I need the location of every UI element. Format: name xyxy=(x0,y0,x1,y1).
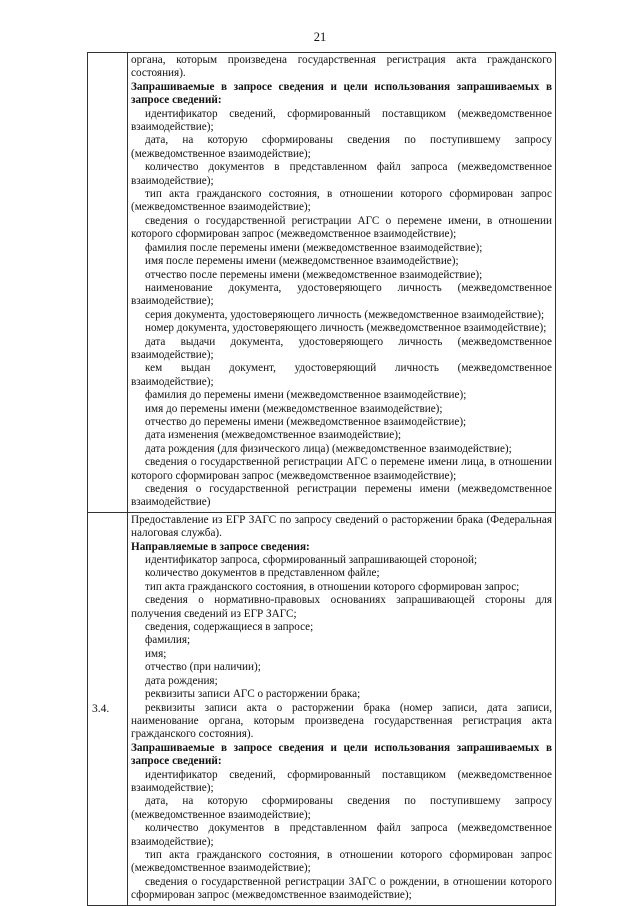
paragraph: тип акта гражданского состояния, в отношении которого сформирован запрос (межведомственное взаимодействие); xyxy=(131,848,552,875)
paragraph: имя; xyxy=(145,647,167,660)
paragraph: Предоставление из ЕГР ЗАГС по запросу сведений о расторжении брака (Федеральная налоговая служба). xyxy=(131,513,552,540)
requirements-table xyxy=(87,52,556,906)
paragraph: фамилия после перемены имени (межведомственное взаимодействие); xyxy=(145,241,483,254)
paragraph: фамилия; xyxy=(145,634,191,647)
row-number-cell xyxy=(88,53,128,513)
row-number-cell: 3.4. xyxy=(88,512,128,905)
paragraph: тип акта гражданского состояния, в отношении которого сформирован запрос; xyxy=(145,580,520,593)
paragraph: отчество (при наличии); xyxy=(145,661,261,674)
paragraph: сведения о государственной регистрации АГС о перемене имени лица, в отношении которого сформирован запрос (межведомственное взаимодействие); xyxy=(131,456,552,482)
row-content-cell xyxy=(128,53,556,513)
paragraph: наименование документа, удостоверяющего личность (межведомственное взаимодействие); xyxy=(131,281,552,308)
paragraph: количество документов в представленном файл запроса (межведомственное взаимодействие); xyxy=(131,822,552,848)
paragraph: органа, которым произведена государственная регистрация акта гражданского состояния). xyxy=(131,54,552,80)
table-row xyxy=(88,512,556,905)
paragraph: сведения о государственной регистрации АГС о перемене имени, в отношении которого сформирован запрос (межведомственное взаимодействие); xyxy=(131,214,552,241)
section-prev-content xyxy=(128,53,555,512)
paragraph: кем выдан документ, удостоверяющий личность (межведомственное взаимодействие); xyxy=(131,362,552,388)
paragraph: фамилия до перемены имени (межведомственное взаимодействие); xyxy=(145,389,467,402)
paragraph: отчество до перемены имени (межведомственное взаимодействие); xyxy=(145,415,467,428)
row-content-cell xyxy=(128,512,556,905)
paragraph: сведения о государственной регистрации ЗАГС о рождении, в отношении которого сформирован запрос (межведомственное взаимодействие); xyxy=(131,875,552,902)
paragraph: тип акта гражданского состояния, в отношении которого сформирован запрос (межведомственное взаимодействие); xyxy=(131,188,552,214)
paragraph: серия документа, удостоверяющего личность (межведомственное взаимодействие); xyxy=(145,308,545,321)
paragraph: количество документов в представленном файле; xyxy=(145,567,380,580)
paragraph: имя после перемены имени (межведомственное взаимодействие); xyxy=(145,255,459,268)
paragraph: имя до перемены имени (межведомственное взаимодействие); xyxy=(145,402,443,415)
paragraph: идентификатор сведений, сформированный поставщиком (межведомственное взаимодействие); xyxy=(131,107,552,134)
section-heading: Направляемые в запросе сведения: xyxy=(131,540,310,553)
paragraph: дата рождения; xyxy=(145,674,218,687)
section-heading: Запрашиваемые в запросе сведения и цели использования запрашиваемых в запросе сведений: xyxy=(131,741,552,768)
paragraph: дата, на которую сформированы сведения по поступившему запросу (межведомственное взаимодействие); xyxy=(131,795,552,821)
paragraph: дата рождения (для физического лица) (межведомственное взаимодействие); xyxy=(145,442,512,455)
paragraph: идентификатор запроса, сформированный запрашивающей стороной; xyxy=(145,554,478,567)
section-heading: Запрашиваемые в запросе сведения и цели использования запрашиваемых в запросе сведений: xyxy=(131,80,552,107)
paragraph: номер документа, удостоверяющего личность (межведомственное взаимодействие); xyxy=(145,322,547,335)
paragraph: реквизиты записи акта о расторжении брака (номер записи, дата записи, наименование органа, которым произведена государственная регистрация акта гражданского состояния). xyxy=(131,701,552,741)
paragraph: дата выдачи документа, удостоверяющего личность (межведомственное взаимодействие); xyxy=(131,335,552,361)
page-number: 21 xyxy=(313,30,327,44)
table-row xyxy=(88,53,556,513)
section-3-4-content xyxy=(128,513,555,905)
paragraph: идентификатор сведений, сформированный поставщиком (межведомственное взаимодействие); xyxy=(131,768,552,794)
paragraph: дата изменения (межведомственное взаимодействие); xyxy=(145,429,402,442)
paragraph: отчество после перемены имени (межведомственное взаимодействие); xyxy=(145,268,483,281)
paragraph: дата, на которую сформированы сведения по поступившему запросу (межведомственное взаимодействие); xyxy=(131,134,552,160)
paragraph: сведения о нормативно-правовых основаниях запрашивающей стороны для получения сведений из ЕГР ЗАГС; xyxy=(131,594,552,620)
paragraph: сведения о государственной регистрации перемены имени (межведомственное взаимодействие) xyxy=(131,483,552,509)
paragraph: сведения, содержащиеся в запросе; xyxy=(145,621,314,634)
paragraph: количество документов в представленном файл запроса (межведомственное взаимодействие); xyxy=(131,161,552,187)
paragraph: реквизиты записи АГС о расторжении брака; xyxy=(145,688,361,701)
